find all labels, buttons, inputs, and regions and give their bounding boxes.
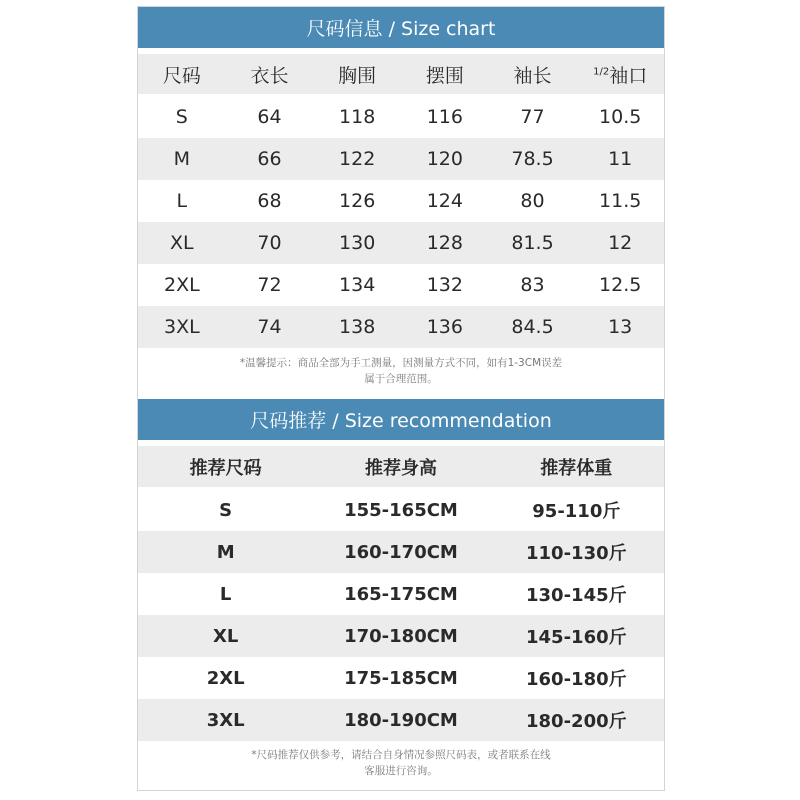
table-cell: 126 <box>339 190 376 212</box>
table-cell: 160-170CM <box>344 541 458 563</box>
table-cell: S <box>175 106 188 128</box>
table-cell: 70 <box>257 232 282 254</box>
table-cell: 10.5 <box>599 106 642 128</box>
table-cell: 116 <box>426 106 463 128</box>
table-cell: 180-190CM <box>344 709 458 731</box>
table-cell: 132 <box>426 274 463 296</box>
table-cell: 2XL <box>163 274 200 296</box>
header-cuff <box>576 61 664 88</box>
table-cell: 175-185CM <box>344 667 458 689</box>
table-row <box>138 180 664 222</box>
size-chart-note <box>138 355 664 387</box>
table-cell: 66 <box>257 148 282 170</box>
table-cell: 160-180斤 <box>526 669 627 690</box>
table-cell: 77 <box>520 106 545 128</box>
table-row <box>138 489 664 531</box>
recommendation-note-line1: *尺码推荐仅供参考，请结合自身情况参照尺码表，或者联系在线 <box>251 749 551 761</box>
table-cell: 145-160斤 <box>526 627 627 648</box>
header-length: 衣长 <box>250 64 289 87</box>
header-rec-weight: 推荐体重 <box>540 457 613 479</box>
table-cell: 165-175CM <box>344 583 458 605</box>
table-cell: 64 <box>257 106 282 128</box>
table-cell: L <box>176 190 188 212</box>
table-cell: 110-130斤 <box>526 543 627 564</box>
recommendation-header-row <box>138 446 664 487</box>
table-cell: 68 <box>257 190 282 212</box>
table-row <box>138 573 664 615</box>
size-chart-note-line1: *温馨提示：商品全部为手工测量，因测量方式不同，如有1-3CM误差 <box>239 357 563 369</box>
table-row <box>138 96 664 138</box>
table-cell: 155-165CM <box>344 499 458 521</box>
table-cell: 120 <box>426 148 463 170</box>
table-cell: 83 <box>520 274 545 296</box>
table-cell: L <box>219 583 232 605</box>
table-cell: 118 <box>339 106 376 128</box>
table-cell: M <box>173 148 191 170</box>
table-row <box>138 699 664 741</box>
size-chart-header-row <box>138 54 664 94</box>
table-cell: 124 <box>426 190 463 212</box>
table-cell: 81.5 <box>511 232 554 254</box>
table-cell: 13 <box>608 316 633 338</box>
table-cell: 78.5 <box>511 148 554 170</box>
table-row <box>138 222 664 264</box>
table-cell: 180-200斤 <box>526 711 627 732</box>
table-cell: 3XL <box>163 316 200 338</box>
table-cell: 95-110斤 <box>532 501 621 522</box>
size-chart-title: 尺码信息 / Size chart <box>138 7 664 48</box>
header-rec-height: 推荐身高 <box>364 457 437 479</box>
header-hem: 摆围 <box>425 64 464 87</box>
size-recommendation-title: 尺码推荐 / Size recommendation <box>138 399 664 440</box>
table-cell: 11 <box>608 148 633 170</box>
table-cell: 128 <box>426 232 463 254</box>
table-cell: 11.5 <box>599 190 642 212</box>
cuff-prefix: 1/2 <box>593 66 610 78</box>
table-cell: 12.5 <box>599 274 642 296</box>
table-cell: 72 <box>257 274 282 296</box>
table-row <box>138 306 664 348</box>
table-cell: S <box>219 499 233 521</box>
table-cell: XL <box>170 232 194 254</box>
table-row <box>138 264 664 306</box>
table-cell: XL <box>212 625 239 647</box>
table-cell: 136 <box>426 316 463 338</box>
table-cell: 80 <box>520 190 545 212</box>
size-chart-note-line2: 属于合理范围。 <box>364 373 438 385</box>
table-row <box>138 138 664 180</box>
header-rec-size: 推荐尺码 <box>189 457 262 479</box>
table-cell: 84.5 <box>511 316 554 338</box>
header-size: 尺码 <box>162 64 201 87</box>
table-cell: 2XL <box>206 667 245 689</box>
recommendation-note <box>138 747 664 779</box>
table-cell: 12 <box>608 232 633 254</box>
recommendation-note-line2: 客服进行咨询。 <box>364 765 438 777</box>
table-cell: 134 <box>339 274 376 296</box>
table-cell: 3XL <box>206 709 245 731</box>
table-cell: 122 <box>339 148 376 170</box>
header-sleeve: 袖长 <box>513 64 552 87</box>
table-row <box>138 531 664 573</box>
table-cell: 130-145斤 <box>526 585 627 606</box>
header-cuff-label: 袖口 <box>609 64 648 87</box>
header-chest: 胸围 <box>338 64 377 87</box>
table-row <box>138 615 664 657</box>
table-cell: 130 <box>339 232 376 254</box>
table-row <box>138 657 664 699</box>
table-cell: 170-180CM <box>344 625 458 647</box>
size-guide-panel <box>137 6 665 791</box>
table-cell: 138 <box>339 316 376 338</box>
table-cell: 74 <box>257 316 282 338</box>
table-cell: M <box>216 541 235 563</box>
